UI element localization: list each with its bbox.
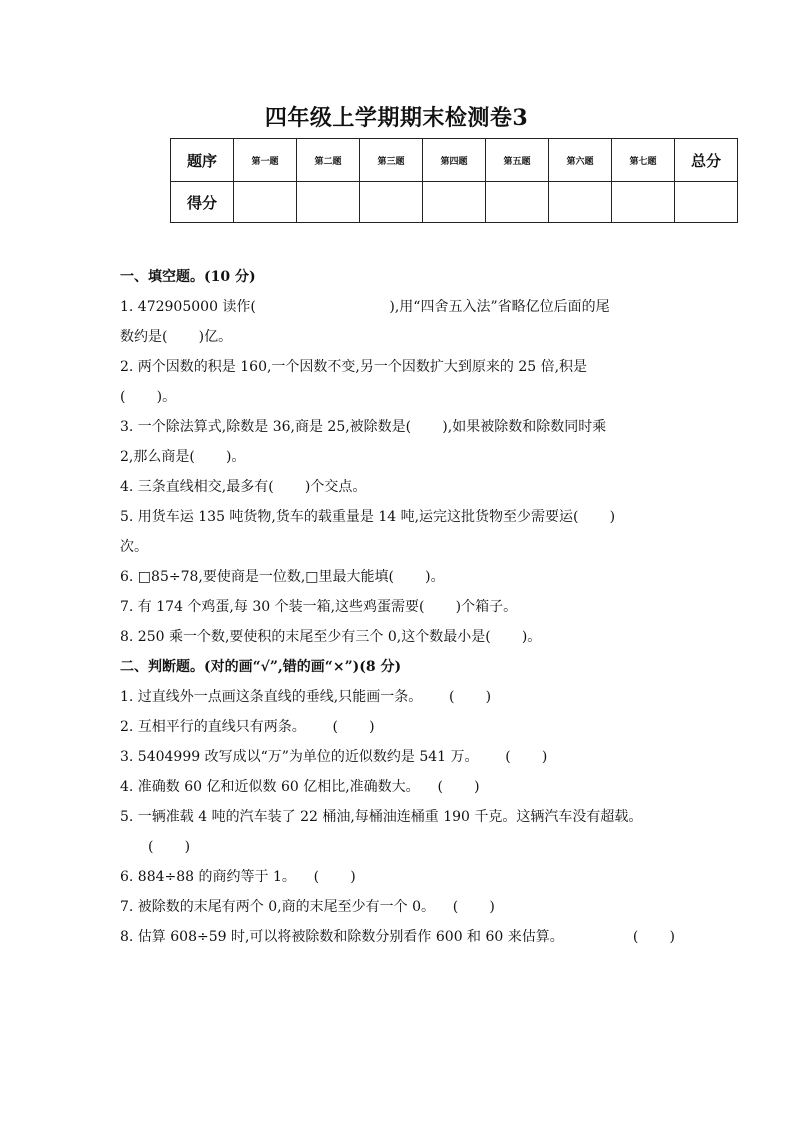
question-col-3: 第三题 — [360, 139, 423, 182]
fill-in-line: 6. □85÷78,要使商是一位数,□里最大能填( )。 — [120, 569, 445, 585]
fill-in-line: 2. 两个因数的积是 160,一个因数不变,另一个因数扩大到原来的 25 倍,积是 — [120, 359, 588, 375]
true-false-line: 4. 准确数 60 亿和近似数 60 亿相比,准确数大。 ( ) — [120, 779, 480, 795]
question-col-4: 第四题 — [423, 139, 486, 182]
total-col: 总分 — [675, 139, 738, 182]
true-false-line: 2. 互相平行的直线只有两条。 ( ) — [120, 719, 375, 735]
fill-in-line: 次。 — [120, 539, 148, 555]
true-false-line: 3. 5404999 改写成以“万”为单位的近似数约是 541 万。 ( ) — [120, 749, 548, 765]
page-title: 四年级上学期期末检测卷3 — [264, 105, 529, 131]
true-false-line: 6. 884÷88 的商约等于 1。 ( ) — [120, 869, 356, 885]
question-col-5: 第五题 — [486, 139, 549, 182]
question-col-1: 第一题 — [234, 139, 297, 182]
true-false-line: 7. 被除数的末尾有两个 0,商的末尾至少有一个 0。 ( ) — [120, 899, 495, 915]
true-false-line: 1. 过直线外一点画这条直线的垂线,只能画一条。 ( ) — [120, 689, 492, 705]
true-false-line: 5. 一辆准载 4 吨的汽车装了 22 桶油,每桶油连桶重 190 千克。这辆汽车没有超载。 — [120, 809, 643, 825]
score-cell-3[interactable] — [360, 182, 423, 223]
fill-in-line: 4. 三条直线相交,最多有( )个交点。 — [120, 479, 367, 495]
fill-in-line: 1. 472905000 读作( ),用“四舍五入法”省略亿位后面的尾 — [120, 299, 610, 315]
fill-in-line: 2,那么商是( )。 — [120, 449, 246, 465]
score-table-header-row — [171, 139, 738, 182]
question-col-7: 第七题 — [612, 139, 675, 182]
question-col-6: 第六题 — [549, 139, 612, 182]
fill-in-line: 数约是( )亿。 — [120, 329, 233, 345]
score-cell-2[interactable] — [297, 182, 360, 223]
score-cell-1[interactable] — [234, 182, 297, 223]
fill-in-line: 8. 250 乘一个数,要使积的末尾至少有三个 0,这个数最小是( )。 — [120, 629, 542, 645]
exam-content — [120, 262, 680, 952]
score-cell-5[interactable] — [486, 182, 549, 223]
fill-in-line: 7. 有 174 个鸡蛋,每 30 个装一箱,这些鸡蛋需要( )个箱子。 — [120, 599, 518, 615]
fill-in-line: ( )。 — [120, 389, 177, 405]
fill-in-line: 5. 用货车运 135 吨货物,货车的载重量是 14 吨,运完这批货物至少需要运( ) — [120, 509, 616, 525]
true-false-answer-bracket: ( ) — [632, 929, 675, 945]
row-header-label: 题序 — [171, 139, 234, 182]
score-cell-6[interactable] — [549, 182, 612, 223]
score-cell-total[interactable] — [675, 182, 738, 223]
section-heading-true-false: 二、判断题。(对的画“√”,错的画“×”)(8 分) — [120, 659, 402, 675]
true-false-line-8-text: 8. 估算 608÷59 时,可以将被除数和除数分别看作 600 和 60 来估算。 — [120, 929, 564, 945]
score-table-score-row — [171, 182, 738, 223]
score-row-label: 得分 — [171, 182, 234, 223]
score-table — [170, 138, 738, 223]
section-heading-fill-in: 一、填空题。(10 分) — [120, 269, 256, 285]
true-false-answer-bracket: ( ) — [148, 839, 191, 855]
score-cell-7[interactable] — [612, 182, 675, 223]
score-cell-4[interactable] — [423, 182, 486, 223]
true-false-line-8 — [120, 922, 675, 952]
question-col-2: 第二题 — [297, 139, 360, 182]
fill-in-line: 3. 一个除法算式,除数是 36,商是 25,被除数是( ),如果被除数和除数同时乘 — [120, 419, 607, 435]
